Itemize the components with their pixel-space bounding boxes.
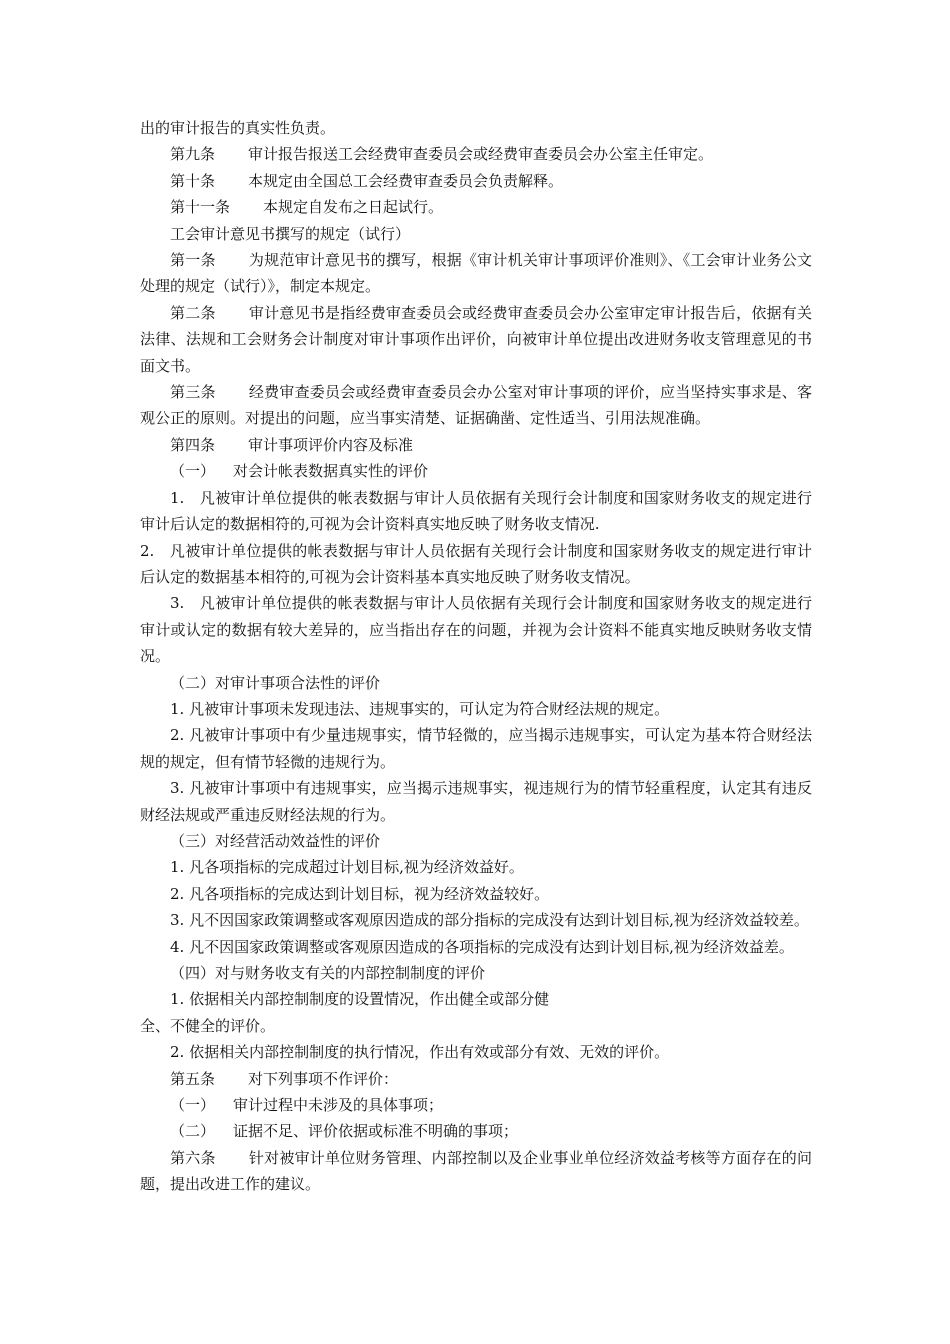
article-6	[140, 1145, 812, 1198]
article-10	[140, 168, 812, 194]
article-text: 对下列事项不作评价：	[248, 1069, 399, 1088]
article-text: 经费审查委员会或经费审查委员会办公室对审计事项的评价，应当坚持实事求是、客观公正的原则。对提出的问题，应当事实清楚、证据确凿、定性适当、引用法规准确。	[140, 383, 812, 428]
list-item: 2. 凡各项指标的完成达到计划目标，视为经济效益较好。	[170, 884, 550, 903]
article-11	[140, 194, 812, 220]
list-item: 1. 依据相关内部控制制度的设置情况，作出健全或部分健	[170, 990, 550, 1009]
subsection-text: 证据不足、评价依据或标准不明确的事项；	[233, 1122, 519, 1141]
list-item: 1. 凡各项指标的完成超过计划目标,视为经济效益好。	[170, 858, 524, 877]
article-4	[140, 432, 812, 458]
subsection-label: （二）	[170, 1122, 216, 1141]
article-label: 第五条	[170, 1069, 216, 1088]
exclusion-item-2	[140, 1118, 812, 1144]
article-text: 审计事项评价内容及标准	[248, 435, 414, 454]
article-label: 第二条	[170, 303, 216, 322]
subsection-3: （三）对经营活动效益性的评价	[170, 831, 381, 850]
article-text: 本规定自发布之日起试行。	[263, 198, 444, 217]
list-item: 3. 凡被审计单位提供的帐表数据与审计人员依据有关现行会计制度和国家财务收支的规定进行审计或认定的数据有较大差异的，应当指出存在的问题，并视为会计资料不能真实地反映财务收支情况。	[140, 594, 812, 666]
subsection-text: 审计过程中未涉及的具体事项；	[233, 1096, 444, 1115]
list-item-continuation: 全、不健全的评价。	[140, 1016, 276, 1035]
article-1	[140, 247, 812, 300]
list-item: 3. 凡不因国家政策调整或客观原因造成的部分指标的完成没有达到计划目标,视为经济效益较差。	[170, 911, 809, 930]
list-item: 1. 凡被审计单位提供的帐表数据与审计人员依据有关现行会计制度和国家财务收支的规定进行审计后认定的数据相符的,可视为会计资料真实地反映了财务收支情况.	[140, 488, 812, 534]
article-label: 第九条	[170, 145, 216, 164]
paragraph-continuation: 出的审计报告的真实性负责。	[140, 119, 336, 137]
subsection-label: （一）	[170, 462, 216, 481]
article-text: 为规范审计意见书的撰写，根据《审计机关审计事项评价准则》、《工会审计业务公文处理的规定（试行）》，制定本规定。	[140, 251, 812, 296]
article-2	[140, 300, 812, 379]
article-text: 审计意见书是指经费审查委员会或经费审查委员会办公室审定审计报告后，依据有关法律、法规和工会财务会计制度对审计事项作出评价，向被审计单位提出改进财务收支管理意见的书面文书。	[140, 303, 812, 375]
article-text: 针对被审计单位财务管理、内部控制以及企业事业单位经济效益考核等方面存在的问题，提出改进工作的建议。	[140, 1148, 812, 1194]
article-9	[140, 141, 812, 167]
document-body	[140, 115, 812, 1198]
subsection-4: （四）对与财务收支有关的内部控制制度的评价	[170, 964, 486, 982]
subsection-1	[140, 458, 812, 484]
article-label: 第一条	[170, 251, 216, 270]
article-label: 第十一条	[170, 198, 231, 217]
article-text: 审计报告报送工会经费审查委员会或经费审查委员会办公室主任审定。	[248, 145, 714, 164]
subsection-2: （二）对审计事项合法性的评价	[170, 673, 381, 692]
list-item: 1. 凡被审计事项未发现违法、违规事实的，可认定为符合财经法规的规定。	[170, 699, 670, 718]
subsection-text: 对会计帐表数据真实性的评价	[233, 462, 429, 481]
list-item: 2. 依据相关内部控制制度的执行情况，作出有效或部分有效、无效的评价。	[170, 1043, 670, 1062]
section-title: 工会审计意见书撰写的规定（试行）	[170, 224, 411, 243]
article-label: 第十条	[170, 171, 216, 190]
list-item: 3. 凡被审计事项中有违规事实，应当揭示违规事实，视违规行为的情节轻重程度，认定其有违反财经法规或严重违反财经法规的行为。	[140, 779, 812, 824]
subsection-label: （一）	[170, 1096, 216, 1115]
list-item: 4. 凡不因国家政策调整或客观原因造成的各项指标的完成没有达到计划目标,视为经济效益差。	[170, 937, 794, 956]
exclusion-item-1	[140, 1092, 812, 1118]
article-label: 第四条	[170, 435, 216, 454]
article-label: 第三条	[170, 383, 216, 402]
article-text: 本规定由全国总工会经费审查委员会负责解释。	[248, 171, 564, 190]
list-item: 2. 凡被审计事项中有少量违规事实，情节轻微的，应当揭示违规事实，可认定为基本符合财经法规的规定，但有情节轻微的违规行为。	[140, 726, 812, 771]
article-label: 第六条	[170, 1148, 216, 1167]
article-5	[140, 1066, 812, 1092]
list-item: 2. 凡被审计单位提供的帐表数据与审计人员依据有关现行会计制度和国家财务收支的规定进行审计后认定的数据基本相符的,可视为会计资料基本真实地反映了财务收支情况。	[140, 541, 812, 586]
article-3	[140, 379, 812, 432]
